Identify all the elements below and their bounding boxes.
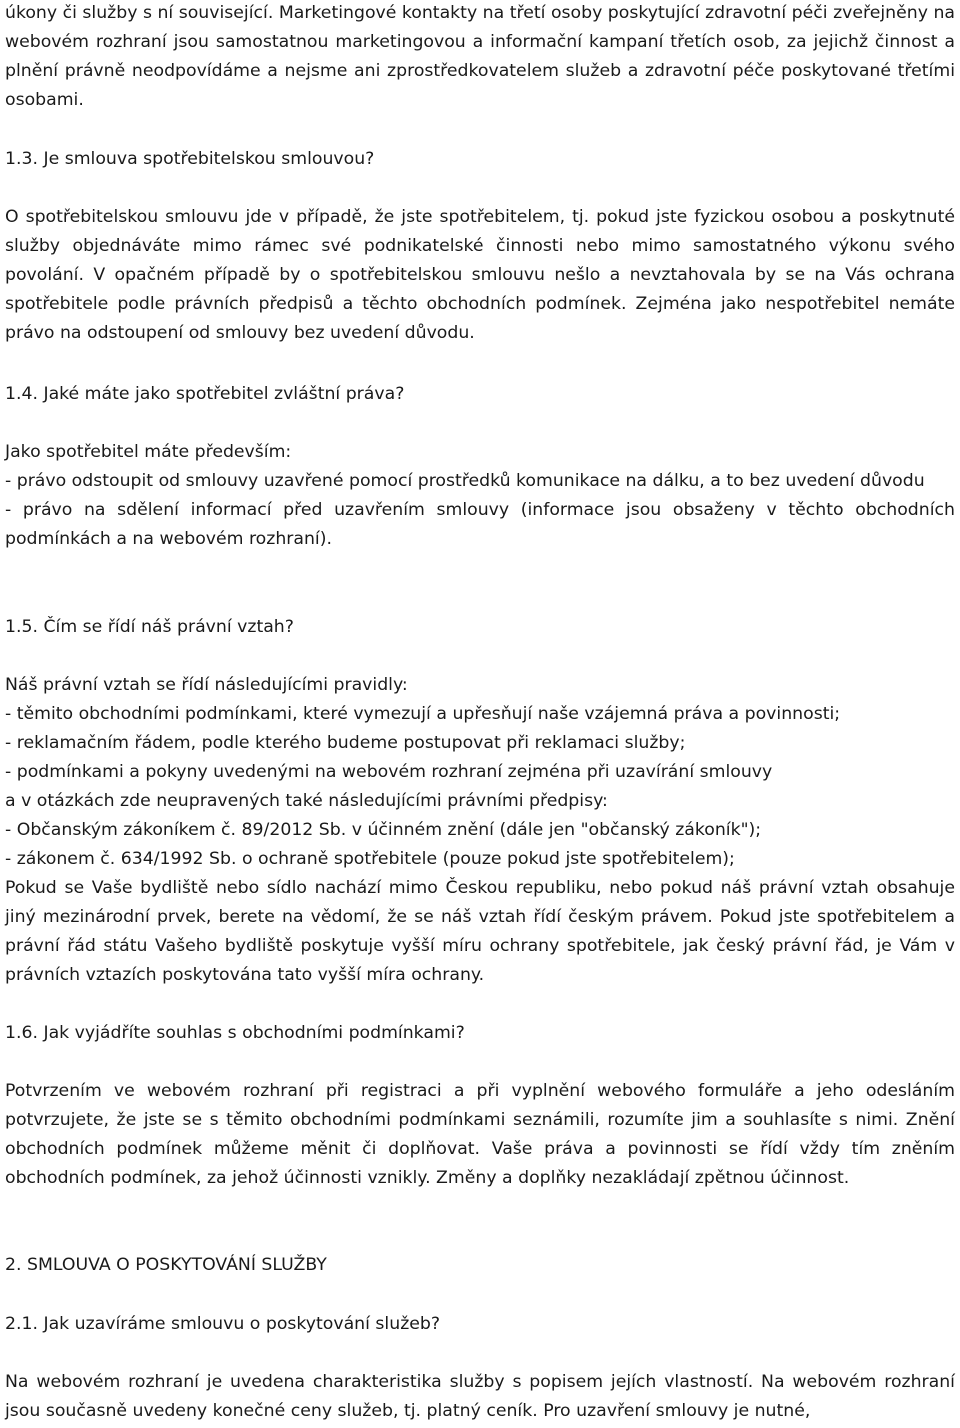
section-1-4-item-1: - právo odstoupit od smlouvy uzavřené pomocí prostředků komunikace na dálku, a to bez uvedení důvodu <box>5 471 925 491</box>
section-1-5-heading: 1.5. Čím se řídí náš právní vztah? <box>5 617 294 637</box>
section-1-3-heading: 1.3. Je smlouva spotřebitelskou smlouvou? <box>5 149 375 169</box>
section-1-5-item-6: - zákonem č. 634/1992 Sb. o ochraně spotřebitele (pouze pokud jste spotřebitelem); <box>5 849 735 869</box>
section-1-5-item-5: - Občanským zákoníkem č. 89/2012 Sb. v účinném znění (dále jen "občanský zákoník"); <box>5 820 762 840</box>
section-1-5-item-2: - reklamačním řádem, podle kterého budeme postupovat při reklamaci služby; <box>5 733 686 753</box>
section-1-5-body: Pokud se Vaše bydliště nebo sídlo nachází mimo Českou republiku, nebo pokud náš právní vztah obsahuje jiný mezinárodní prvek, berete na vědomí, že se náš vztah řídí českým právem. Pokud jste spotřebitelem a právní řád státu Vašeho bydliště poskytuje vyšší míru ochrany spotřebitele, jak český právní řád, je Vám v právních vztazích poskytována tato vyšší míra ochrany. <box>5 878 955 985</box>
section-1-5-item-3: - podmínkami a pokyny uvedenými na webovém rozhraní zejména při uzavírání smlouvy <box>5 762 773 782</box>
section-2-1-heading: 2.1. Jak uzavíráme smlouvu o poskytování služeb? <box>5 1314 441 1334</box>
section-1-5-item-1: - těmito obchodními podmínkami, které vymezují a upřesňují naše vzájemná práva a povinnosti; <box>5 704 841 724</box>
section-1-6-body: Potvrzením ve webovém rozhraní při registraci a při vyplnění webového formuláře a jeho odesláním potvrzujete, že jste se s těmito obchodními podmínkami seznámili, rozumíte jim a souhlasíte s nimi. Znění obchodních podmínek můžeme měnit či doplňovat. Vaše práva a povinnosti se řídí vždy tím zněním obchodních podmínek, za jehož účinnosti vznikly. Změny a doplňky nezakládají zpětnou účinnost. <box>5 1081 955 1188</box>
section-2-heading: 2. SMLOUVA O POSKYTOVÁNÍ SLUŽBY <box>5 1255 327 1275</box>
section-2-1 <box>5 1310 955 1426</box>
section-1-6-heading: 1.6. Jak vyjádříte souhlas s obchodními podmínkami? <box>5 1023 465 1043</box>
section-2 <box>5 1251 955 1280</box>
section-1-3-body: O spotřebitelskou smlouvu jde v případě, že jste spotřebitelem, tj. pokud jste fyzickou osobou a poskytnuté služby objednáváte mimo rámec své podnikatelské činnosti nebo mimo samostatného výkonu svého povolání. V opačném případě by o spotřebitelskou smlouvu nešlo a nevztahovala by se na Vás ochrana spotřebitele podle právních předpisů a těchto obchodních podmínek. Zejména jako nespotřebitel nemáte právo na odstoupení od smlouvy bez uvedení důvodu. <box>5 207 955 343</box>
section-1-4 <box>5 380 955 554</box>
section-1-5-item-4: a v otázkách zde neupravených také následujícími právními předpisy: <box>5 791 608 811</box>
section-1-4-lead: Jako spotřebitel máte především: <box>5 442 292 462</box>
section-1-3 <box>5 145 955 348</box>
section-2-1-body: Na webovém rozhraní je uvedena charakteristika služby s popisem jejích vlastností. Na webovém rozhraní jsou současně uvedeny konečné ceny služeb, tj. platný ceník. Pro uzavření smlouvy je nutné, <box>5 1372 955 1421</box>
section-1-6 <box>5 1019 955 1193</box>
section-1-4-heading: 1.4. Jaké máte jako spotřebitel zvláštní práva? <box>5 384 405 404</box>
section-1-5 <box>5 613 955 990</box>
intro-text: úkony či služby s ní související. Marketingové kontakty na třetí osoby poskytující zdravotní péči zveřejněny na webovém rozhraní jsou samostatnou marketingovou a informační kampaní třetích osob, za jejichž činnost a plnění právně neodpovídáme a nejsme ani zprostředkovatelem služeb a zdravotní péče poskytované třetími osobami. <box>5 3 955 110</box>
section-1-5-lead: Náš právní vztah se řídí následujícími pravidly: <box>5 675 408 695</box>
section-1-4-item-2: - právo na sdělení informací před uzavřením smlouvy (informace jsou obsaženy v těchto obchodních podmínkách a na webovém rozhraní). <box>5 500 955 549</box>
